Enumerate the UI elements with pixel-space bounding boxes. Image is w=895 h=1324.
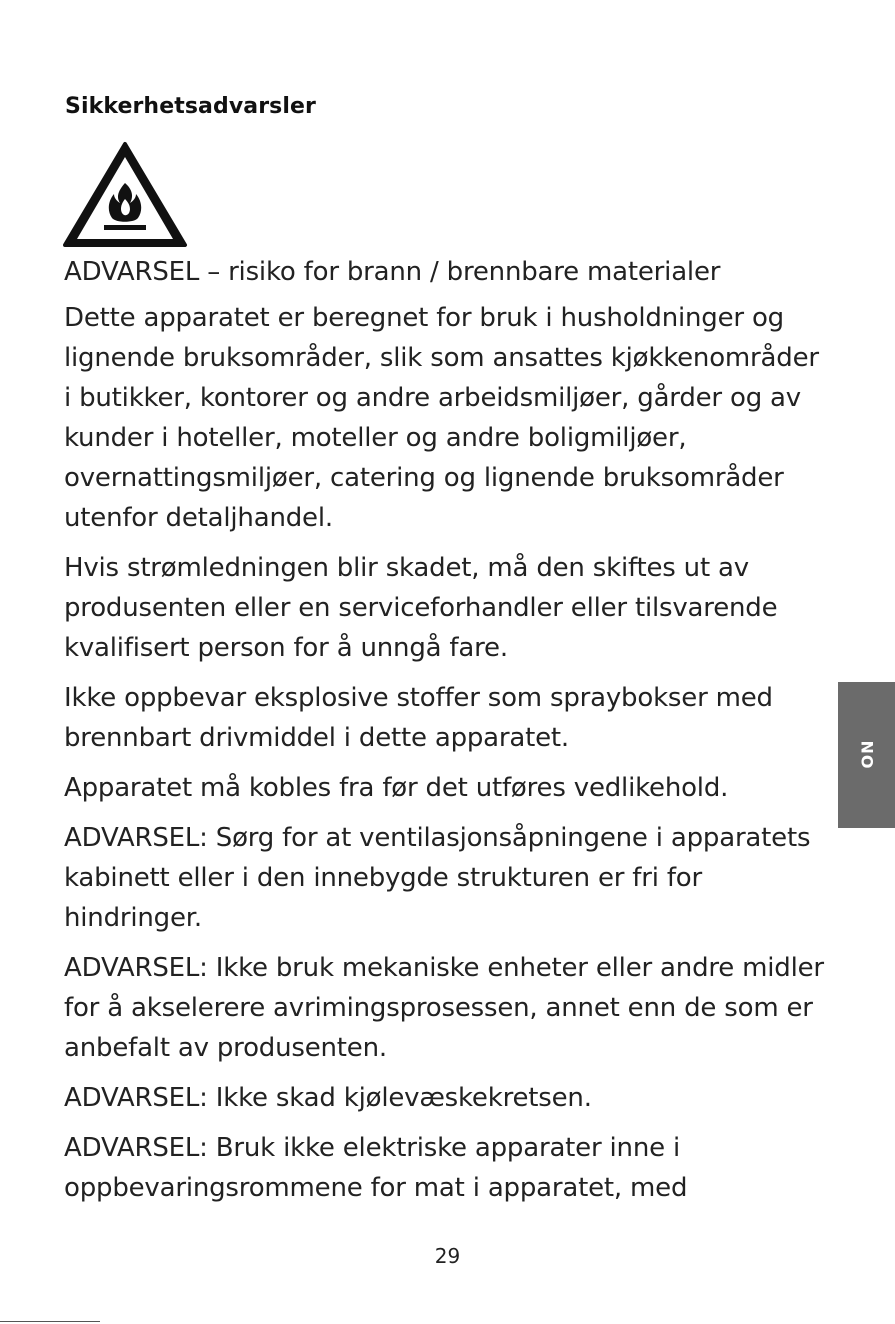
paragraph-ventilation: ADVARSEL: Sørg for at ventilasjonsåpningene i apparatets kabinett eller i den innebygde strukturen er fri for hindringer. xyxy=(64,823,811,933)
paragraph-defrost: ADVARSEL: Ikke bruk mekaniske enheter eller andre midler for å akselerere avrimingsprosessen, annet enn de som er anbefalt av produsenten. xyxy=(64,953,824,1063)
language-tab xyxy=(838,682,895,828)
fire-warning-title: ADVARSEL – risiko for brann / brennbare materialer xyxy=(64,257,721,287)
document-body xyxy=(64,252,824,1218)
paragraph-household-use: Dette apparatet er beregnet for bruk i husholdninger og lignende bruksområder, slik som ansattes kjøkkenområder i butikker, kontorer og andre arbeidsmiljøer, gårder og av kunder i hoteller, moteller og andre boligmiljøer, overnattingsmiljøer, catering og lignende bruksområder utenfor detaljhandel. xyxy=(64,303,819,533)
page-number: 29 xyxy=(434,1244,461,1268)
flammable-warning-icon xyxy=(62,141,188,249)
footer-rule xyxy=(0,1321,100,1322)
paragraph-electrical-appliances: ADVARSEL: Bruk ikke elektriske apparater inne i oppbevaringsrommene for mat i apparatet, med xyxy=(64,1133,688,1203)
section-heading: Sikkerhetsadvarsler xyxy=(65,94,316,119)
paragraph-explosives: Ikke oppbevar eksplosive stoffer som spraybokser med brennbart drivmiddel i dette apparatet. xyxy=(64,683,773,753)
language-tab-label: NO xyxy=(857,740,876,770)
paragraph-disconnect: Apparatet må kobles fra før det utføres vedlikehold. xyxy=(64,773,729,803)
paragraph-refrigerant: ADVARSEL: Ikke skad kjølevæskekretsen. xyxy=(64,1083,592,1113)
paragraph-power-cord: Hvis strømledningen blir skadet, må den skiftes ut av produsenten eller en serviceforhandler eller tilsvarende kvalifisert person for å unngå fare. xyxy=(64,553,778,663)
